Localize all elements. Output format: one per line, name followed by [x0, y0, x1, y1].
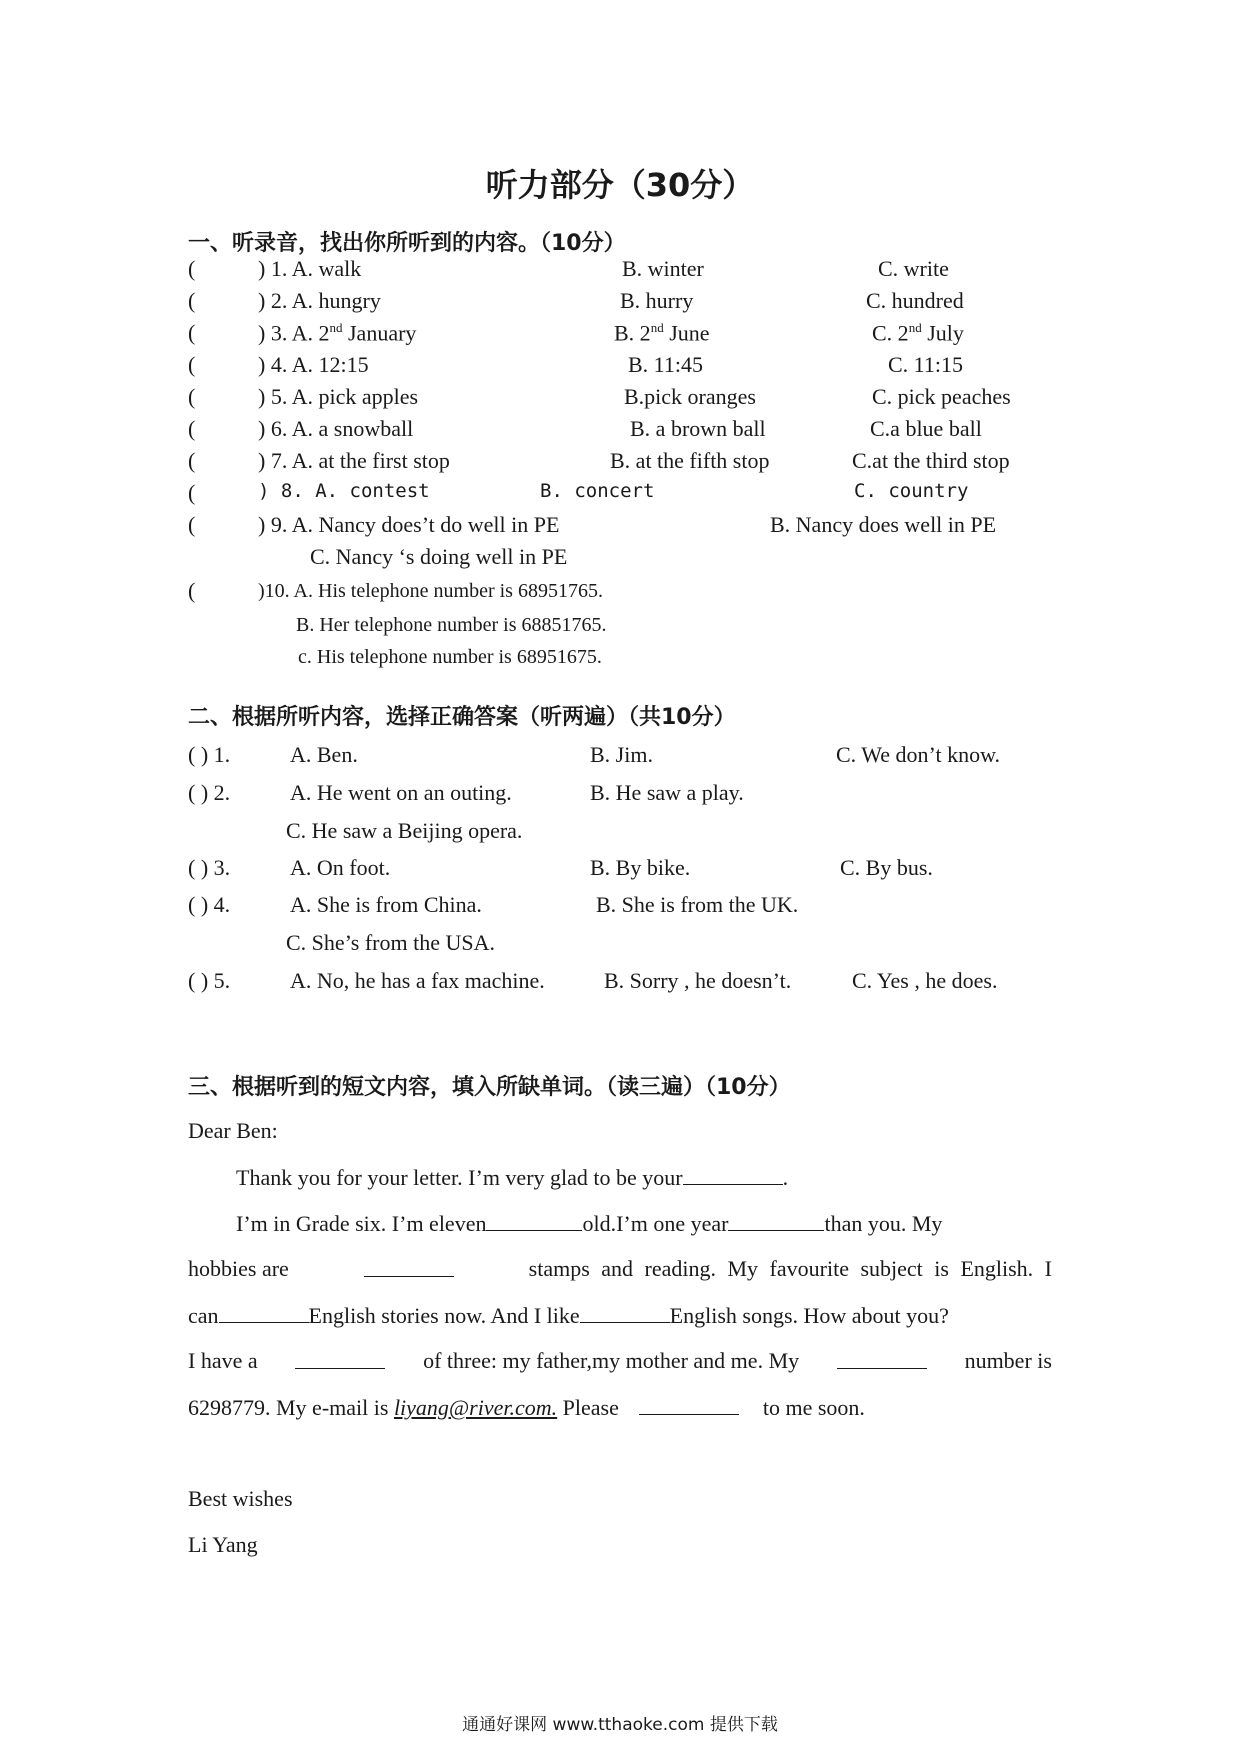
q4-option-b: B. 11:45 — [628, 352, 703, 377]
s2-q5-number[interactable]: ( ) 5. — [188, 968, 231, 993]
q9-option-a: ) 9. A. Nancy does’t do well in PE — [258, 512, 560, 537]
answer-paren[interactable]: ( — [188, 480, 196, 505]
answer-paren[interactable]: ( — [188, 384, 196, 409]
s2-q4-option-c: C. She’s from the USA. — [286, 930, 495, 955]
letter-line-1: Thank you for your letter. I’m very glad to be your . — [236, 1165, 789, 1190]
q1-option-b: B. winter — [622, 256, 704, 281]
q5-option-b: B.pick oranges — [624, 384, 756, 409]
s2-q3-number[interactable]: ( ) 3. — [188, 855, 231, 880]
answer-paren[interactable]: ( — [188, 256, 196, 281]
s2-q5-option-b: B. Sorry , he doesn’t. — [604, 968, 792, 993]
letter-line-4: can English stories now. And I like English songs. How about you? — [188, 1303, 949, 1328]
q2-option-a: ) 2. A. hungry — [258, 288, 381, 313]
q7-option-c: C.at the third stop — [852, 448, 1010, 473]
s2-q5-option-a: A. No, he has a fax machine. — [290, 968, 545, 993]
answer-paren[interactable]: ( — [188, 416, 196, 441]
s2-q4-option-b: B. She is from the UK. — [596, 892, 799, 917]
q9-option-c: C. Nancy ‘s doing well in PE — [310, 544, 568, 569]
section1-heading: 一、听录音，找出你所听到的内容。（10分） — [188, 231, 626, 256]
blank-1[interactable] — [683, 1166, 783, 1185]
q8-option-a: ) 8. A. contest — [258, 480, 430, 502]
answer-paren[interactable]: ( — [188, 320, 196, 345]
q1-option-c: C. write — [878, 256, 949, 281]
q5-option-c: C. pick peaches — [872, 384, 1011, 409]
q10-option-c: c. His telephone number is 68951675. — [298, 646, 602, 668]
q10-option-b: B. Her telephone number is 68851765. — [296, 614, 607, 636]
answer-paren[interactable]: ( — [188, 578, 196, 603]
letter-greeting: Dear Ben: — [188, 1118, 278, 1143]
answer-paren[interactable]: ( — [188, 512, 196, 537]
q6-option-c: C.a blue ball — [870, 416, 982, 441]
s2-q1-option-a: A. Ben. — [290, 742, 358, 767]
blank-7[interactable] — [295, 1350, 385, 1369]
s2-q4-number[interactable]: ( ) 4. — [188, 892, 231, 917]
q1-option-a: ) 1. A. walk — [258, 256, 362, 281]
blank-8[interactable] — [837, 1350, 927, 1369]
q4-option-c: C. 11:15 — [888, 352, 963, 377]
s2-q2-number[interactable]: ( ) 2. — [188, 780, 231, 805]
s2-q5-option-c: C. Yes , he does. — [852, 968, 998, 993]
s2-q1-number[interactable]: ( ) 1. — [188, 742, 231, 767]
q2-option-b: B. hurry — [620, 288, 694, 313]
s2-q1-option-b: B. Jim. — [590, 742, 653, 767]
section2-heading: 二、根据所听内容，选择正确答案（听两遍）（共10分） — [188, 705, 736, 730]
letter-line-2: I’m in Grade six. I’m eleven old.I’m one year than you. My — [236, 1211, 943, 1236]
footer-credit: 通通好课网 www.tthaoke.com 提供下载 — [462, 1715, 778, 1735]
letter-closing: Best wishes — [188, 1486, 293, 1511]
letter-line-6: 6298779. My e-mail is liyang@river.com. Please to me soon. — [188, 1395, 865, 1420]
q3-option-a: ) 3. A. 2nd January — [258, 320, 417, 346]
email-link[interactable]: liyang@river.com. — [393, 1395, 558, 1420]
s2-q3-option-b: B. By bike. — [590, 855, 691, 880]
q5-option-a: ) 5. A. pick apples — [258, 384, 419, 409]
q4-option-a: ) 4. A. 12:15 — [258, 352, 369, 377]
letter-signature: Li Yang — [188, 1532, 258, 1557]
blank-9[interactable] — [639, 1396, 739, 1415]
blank-4[interactable] — [364, 1258, 454, 1277]
blank-5[interactable] — [219, 1304, 309, 1323]
s2-q4-option-a: A. She is from China. — [290, 892, 482, 917]
s2-q2-option-a: A. He went on an outing. — [290, 780, 512, 805]
q6-option-a: ) 6. A. a snowball — [258, 416, 414, 441]
s2-q2-option-b: B. He saw a play. — [590, 780, 744, 805]
q3-option-c: C. 2nd July — [872, 320, 964, 346]
answer-paren[interactable]: ( — [188, 448, 196, 473]
letter-line-3: hobbies are stamps and reading. My favourite subject is English. I — [188, 1256, 1052, 1281]
blank-3[interactable] — [728, 1212, 824, 1231]
q10-option-a: )10. A. His telephone number is 68951765. — [258, 580, 603, 602]
section3-heading: 三、根据听到的短文内容，填入所缺单词。（读三遍）（10分） — [188, 1075, 791, 1100]
q2-option-c: C. hundred — [866, 288, 964, 313]
page-title: 听力部分（30分） — [485, 166, 755, 204]
q3-option-b: B. 2nd June — [614, 320, 710, 346]
q8-option-b: B. concert — [540, 480, 655, 502]
q8-option-c: C. country — [854, 480, 969, 502]
answer-paren[interactable]: ( — [188, 352, 196, 377]
blank-6[interactable] — [580, 1304, 670, 1323]
q7-option-a: ) 7. A. at the first stop — [258, 448, 450, 473]
blank-2[interactable] — [486, 1212, 582, 1231]
s2-q1-option-c: C. We don’t know. — [836, 742, 1001, 767]
q7-option-b: B. at the fifth stop — [610, 448, 770, 473]
q9-option-b: B. Nancy does well in PE — [770, 512, 997, 537]
q6-option-b: B. a brown ball — [630, 416, 766, 441]
s2-q3-option-c: C. By bus. — [840, 855, 933, 880]
s2-q2-option-c: C. He saw a Beijing opera. — [286, 818, 523, 843]
letter-line-5: I have a of three: my father,my mother and me. My number is — [188, 1348, 1052, 1373]
s2-q3-option-a: A. On foot. — [290, 855, 391, 880]
answer-paren[interactable]: ( — [188, 288, 196, 313]
